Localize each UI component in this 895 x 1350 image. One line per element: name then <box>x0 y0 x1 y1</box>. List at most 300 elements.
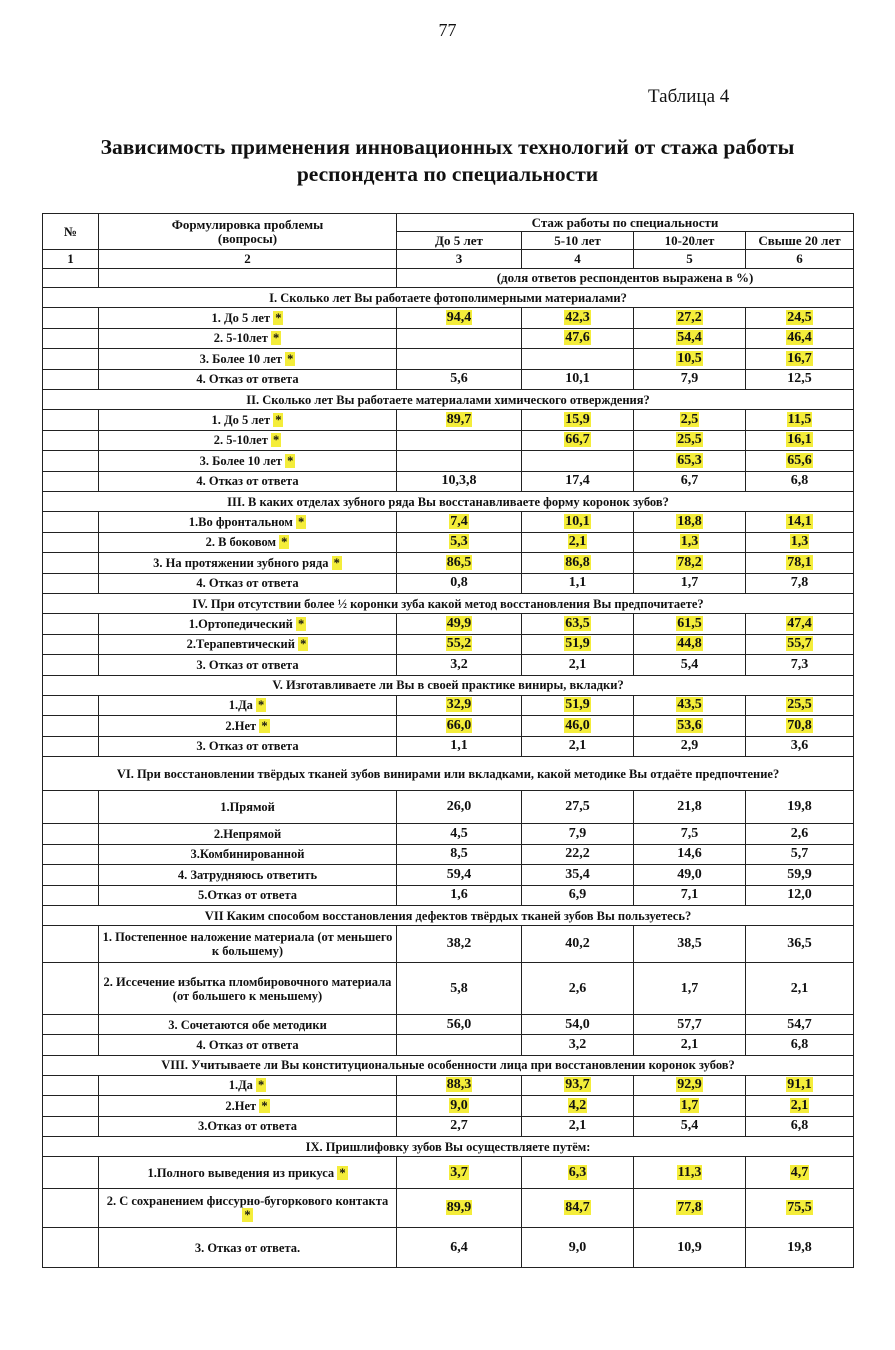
value-cell <box>522 695 634 716</box>
significance-star: * <box>298 514 305 529</box>
value-cell <box>634 1116 746 1137</box>
value-cell <box>746 736 854 757</box>
significance-star: * <box>339 1165 346 1180</box>
value: 35,4 <box>565 866 590 882</box>
value-cell <box>634 791 746 824</box>
value: 66,7 <box>565 432 590 448</box>
value: 92,9 <box>677 1077 702 1093</box>
question-option <box>99 844 397 865</box>
value: 6,4 <box>450 1239 468 1255</box>
value-cell <box>746 1015 854 1035</box>
row-num-cell <box>43 512 99 533</box>
value-cell <box>522 512 634 533</box>
value-cell <box>634 328 746 349</box>
table-row <box>43 410 854 431</box>
value: 5,3 <box>450 534 468 550</box>
value: 6,8 <box>790 473 809 489</box>
value: 6,8 <box>790 1036 809 1052</box>
value: 42,3 <box>565 309 590 325</box>
header-col-4: Свыше 20 лет <box>746 232 854 250</box>
value: 1,1 <box>450 738 468 754</box>
value-cell <box>522 369 634 390</box>
value: 24,5 <box>787 309 812 325</box>
value: 6,3 <box>568 1164 587 1180</box>
row-num-cell <box>43 1075 99 1096</box>
colnum-4: 4 <box>522 250 634 269</box>
value: 47,4 <box>787 615 812 631</box>
value: 2,5 <box>680 411 699 427</box>
value: 0,8 <box>450 575 468 591</box>
value: 27,2 <box>677 309 702 325</box>
value: 5,6 <box>450 371 468 387</box>
value: 94,4 <box>446 309 472 325</box>
value: 49,9 <box>446 615 472 631</box>
table-row <box>43 369 854 390</box>
section-title: III. В каких отделах зубного ряда Вы восстанавливаете форму коронок зубов? <box>43 492 854 512</box>
value-cell <box>522 573 634 594</box>
value: 38,2 <box>446 936 472 951</box>
significance-star: * <box>261 1098 268 1113</box>
colnum-2: 2 <box>99 250 397 269</box>
row-num-cell <box>43 1035 99 1056</box>
value-cell <box>746 349 854 370</box>
option-label: 2. Иссечение избытка пломбировочного материала (от большего к меньшему) <box>103 974 392 1003</box>
value-cell <box>746 695 854 716</box>
significance-star: * <box>258 698 265 713</box>
value-cell <box>522 655 634 676</box>
value: 7,4 <box>450 513 468 529</box>
title-line-2: респондента по специальности <box>296 162 599 186</box>
row-num-cell <box>43 963 99 1015</box>
value-cell <box>746 865 854 886</box>
value: 7,9 <box>568 825 587 841</box>
value-cell <box>634 349 746 370</box>
value: 40,2 <box>565 936 590 951</box>
value-cell <box>634 573 746 594</box>
row-num-cell <box>43 736 99 757</box>
value-cell <box>634 1157 746 1189</box>
option-label: 3. Сочетаются обе методики <box>168 1017 327 1032</box>
value-cell <box>634 736 746 757</box>
value-cell <box>634 1075 746 1096</box>
value: 10,1 <box>565 371 590 387</box>
value: 1,3 <box>790 534 809 550</box>
value: 12,0 <box>787 887 812 903</box>
value-cell <box>746 328 854 349</box>
value: 86,8 <box>565 554 590 570</box>
value: 12,5 <box>787 371 812 387</box>
value-cell <box>746 308 854 329</box>
value: 25,5 <box>787 697 812 713</box>
value: 5,4 <box>680 1118 699 1134</box>
value: 54,7 <box>787 1016 812 1032</box>
table-row <box>43 573 854 594</box>
question-option <box>99 369 397 390</box>
question-option <box>99 532 397 553</box>
table-row <box>43 532 854 553</box>
value: 89,9 <box>446 1200 472 1215</box>
value: 27,5 <box>565 799 590 814</box>
value-cell <box>634 512 746 533</box>
value: 26,0 <box>446 799 472 814</box>
value-cell <box>634 1035 746 1056</box>
value-cell <box>397 1157 522 1189</box>
value-cell <box>397 614 522 635</box>
value-cell <box>397 410 522 431</box>
option-label: 1.Прямой <box>220 800 275 814</box>
row-num-cell <box>43 1015 99 1035</box>
value: 2,1 <box>680 1036 699 1052</box>
value: 38,5 <box>677 936 702 951</box>
title-line-1: Зависимость применения инновационных технологий от стажа работы <box>100 135 795 159</box>
value-cell <box>397 328 522 349</box>
question-option <box>99 1075 397 1096</box>
header-experience: Стаж работы по специальности <box>397 214 854 232</box>
question-option <box>99 1116 397 1137</box>
value: 59,9 <box>787 866 812 882</box>
option-label: 3. Отказ от ответа <box>196 657 299 672</box>
value: 17,4 <box>565 473 590 489</box>
question-option <box>99 410 397 431</box>
question-option <box>99 553 397 574</box>
table-row <box>43 553 854 574</box>
value: 2,1 <box>568 534 587 550</box>
value-cell <box>746 885 854 906</box>
value-cell <box>397 695 522 716</box>
value-cell <box>746 844 854 865</box>
value-cell <box>746 614 854 635</box>
table-row <box>43 471 854 492</box>
value-cell <box>397 1189 522 1228</box>
value: 59,4 <box>446 866 472 882</box>
section-row <box>43 492 854 512</box>
value-cell <box>522 349 634 370</box>
significance-star: * <box>333 555 340 570</box>
row-num-cell <box>43 634 99 655</box>
option-label: 3.Отказ от ответа <box>197 1119 298 1134</box>
question-option <box>99 328 397 349</box>
value-cell <box>397 736 522 757</box>
question-option <box>99 471 397 492</box>
value-cell <box>522 532 634 553</box>
question-option <box>99 1157 397 1189</box>
row-num-cell <box>43 573 99 594</box>
value: 18,8 <box>677 513 702 529</box>
value: 54,0 <box>565 1016 590 1032</box>
row-num-cell <box>43 553 99 574</box>
value: 61,5 <box>677 615 702 631</box>
value-cell <box>522 1189 634 1228</box>
value-cell <box>634 369 746 390</box>
header-col-2: 5-10 лет <box>522 232 634 250</box>
value: 54,4 <box>677 330 702 346</box>
question-option <box>99 1096 397 1117</box>
value-cell <box>634 926 746 963</box>
value-cell <box>397 791 522 824</box>
value: 6,8 <box>790 1118 809 1134</box>
value-cell <box>522 308 634 329</box>
value: 4,5 <box>450 825 468 841</box>
value: 2,1 <box>790 1097 809 1113</box>
value-cell <box>397 963 522 1015</box>
value: 7,8 <box>790 575 809 591</box>
section-row <box>43 1137 854 1157</box>
question-option <box>99 736 397 757</box>
table-row <box>43 451 854 472</box>
row-num-cell <box>43 369 99 390</box>
value-cell <box>397 308 522 329</box>
row-num-cell <box>43 532 99 553</box>
value-cell <box>634 532 746 553</box>
value: 7,5 <box>680 825 699 841</box>
value-cell <box>634 614 746 635</box>
question-option <box>99 655 397 676</box>
value: 19,8 <box>787 799 812 814</box>
colnum-5: 5 <box>634 250 746 269</box>
value-cell <box>522 634 634 655</box>
value: 10,5 <box>677 350 702 366</box>
value: 7,9 <box>680 371 699 387</box>
value: 70,8 <box>787 717 812 733</box>
value: 9,0 <box>568 1239 587 1255</box>
value-cell <box>397 716 522 737</box>
table-row <box>43 430 854 451</box>
value: 36,5 <box>787 936 812 951</box>
value: 91,1 <box>787 1077 812 1093</box>
value-cell <box>746 553 854 574</box>
table-row <box>43 885 854 906</box>
value: 46,0 <box>565 717 590 733</box>
value-cell <box>397 553 522 574</box>
percent-note: (доля ответов респондентов выражена в %) <box>397 269 854 288</box>
value-cell <box>634 844 746 865</box>
value-cell <box>397 885 522 906</box>
table-row <box>43 328 854 349</box>
option-label: 4. Затрудняюсь ответить <box>177 867 318 882</box>
option-label: 2.Терапевтический <box>186 637 295 652</box>
row-num-cell <box>43 716 99 737</box>
value-cell <box>397 655 522 676</box>
row-num-cell <box>43 1096 99 1117</box>
significance-star: * <box>273 331 280 346</box>
option-label: 1.Ортопедический <box>188 616 293 631</box>
value-cell <box>397 512 522 533</box>
value: 53,6 <box>677 717 702 733</box>
option-label: 4. Отказ от ответа <box>196 372 299 387</box>
value-cell <box>746 791 854 824</box>
value-cell <box>634 1189 746 1228</box>
option-label: 2.Непрямой <box>213 826 282 841</box>
section-title: VIII. Учитываете ли Вы конституциональные особенности лица при восстановлении коронок зубов? <box>43 1055 854 1075</box>
value: 1,7 <box>680 1097 699 1113</box>
value-cell <box>522 885 634 906</box>
value: 7,3 <box>790 656 809 672</box>
value-cell <box>522 1015 634 1035</box>
option-label: 2. 5-10лет <box>213 331 268 346</box>
section-row <box>43 288 854 308</box>
table-label: Таблица 4 <box>648 86 730 107</box>
option-label: 1.Полного выведения из прикуса <box>147 1165 335 1180</box>
value: 77,8 <box>677 1200 702 1215</box>
table-row <box>43 1189 854 1228</box>
table-row <box>43 736 854 757</box>
value: 5,8 <box>450 980 468 996</box>
value: 1,7 <box>680 575 699 591</box>
value-cell <box>634 451 746 472</box>
value-cell <box>397 471 522 492</box>
row-num-cell <box>43 1228 99 1268</box>
value-cell <box>746 655 854 676</box>
value-cell <box>634 634 746 655</box>
value-cell <box>522 844 634 865</box>
value: 43,5 <box>677 697 702 713</box>
value-cell <box>522 1096 634 1117</box>
row-num-cell <box>43 451 99 472</box>
value-cell <box>522 1116 634 1137</box>
value: 3,6 <box>790 738 809 754</box>
value-cell <box>634 553 746 574</box>
value-cell <box>634 1228 746 1268</box>
value-cell <box>522 963 634 1015</box>
value: 1,3 <box>680 534 699 550</box>
question-option <box>99 1035 397 1056</box>
value: 21,8 <box>677 799 702 814</box>
section-title: IX. Пришлифовку зубов Вы осуществляете путём: <box>43 1137 854 1157</box>
significance-star: * <box>244 1208 251 1222</box>
value-cell <box>634 655 746 676</box>
value: 16,7 <box>787 350 812 366</box>
value: 46,4 <box>787 330 812 346</box>
row-num-cell <box>43 824 99 845</box>
value-cell <box>397 349 522 370</box>
value: 10,1 <box>565 513 590 529</box>
value: 63,5 <box>565 615 590 631</box>
value-cell <box>397 634 522 655</box>
value: 55,2 <box>446 636 472 652</box>
value-cell <box>522 614 634 635</box>
row-num-cell <box>43 1116 99 1137</box>
value-cell <box>746 716 854 737</box>
note-empty-1 <box>43 269 99 288</box>
option-label: 2. С сохранением фиссурно-бугоркового контакта <box>106 1194 389 1208</box>
question-option <box>99 865 397 886</box>
option-label: 1. До 5 лет <box>211 310 271 325</box>
value-cell <box>746 824 854 845</box>
question-option <box>99 1015 397 1035</box>
row-num-cell <box>43 410 99 431</box>
value: 14,6 <box>677 846 702 862</box>
value: 6,9 <box>568 887 587 903</box>
header-num: № <box>43 214 99 250</box>
option-label: 2. 5-10лет <box>213 433 268 448</box>
value-cell <box>746 1116 854 1137</box>
question-option <box>99 634 397 655</box>
value: 57,7 <box>677 1016 702 1032</box>
value: 9,0 <box>450 1097 468 1113</box>
significance-star: * <box>281 535 288 550</box>
question-option <box>99 451 397 472</box>
option-label: 3. Отказ от ответа. <box>194 1240 301 1255</box>
value: 2,6 <box>790 825 809 841</box>
header-row-1 <box>43 214 854 232</box>
value: 86,5 <box>446 554 472 570</box>
value-cell <box>746 512 854 533</box>
value-cell <box>746 926 854 963</box>
value-cell <box>634 410 746 431</box>
value-cell <box>397 1075 522 1096</box>
section-title: I. Сколько лет Вы работаете фотополимерными материалами? <box>43 288 854 308</box>
value-cell <box>522 328 634 349</box>
option-label: 3. Отказ от ответа <box>196 739 299 754</box>
colnum-6: 6 <box>746 250 854 269</box>
value: 3,7 <box>450 1164 468 1180</box>
section-row <box>43 390 854 410</box>
value-cell <box>522 410 634 431</box>
table-row <box>43 963 854 1015</box>
value-cell <box>746 430 854 451</box>
value-cell <box>397 844 522 865</box>
page-title <box>40 134 855 188</box>
row-num-cell <box>43 328 99 349</box>
header-problem-line-2: (вопросы) <box>217 230 278 246</box>
value-cell <box>397 1116 522 1137</box>
value-cell <box>634 695 746 716</box>
row-num-cell <box>43 844 99 865</box>
option-label: 2.Нет <box>225 718 257 733</box>
value-cell <box>522 471 634 492</box>
value-cell <box>397 1015 522 1035</box>
value-cell <box>746 1096 854 1117</box>
value-cell <box>397 573 522 594</box>
value: 47,6 <box>565 330 590 346</box>
value: 93,7 <box>565 1077 590 1093</box>
row-num-cell <box>43 430 99 451</box>
table-row <box>43 1228 854 1268</box>
value: 56,0 <box>446 1016 472 1032</box>
table-row <box>43 1015 854 1035</box>
value-cell <box>634 1015 746 1035</box>
table-row <box>43 308 854 329</box>
value-cell <box>522 716 634 737</box>
value-cell <box>746 963 854 1015</box>
table-row <box>43 844 854 865</box>
row-num-cell <box>43 471 99 492</box>
table-row <box>43 512 854 533</box>
value: 10,9 <box>677 1239 702 1255</box>
value: 7,1 <box>680 887 699 903</box>
table-row <box>43 1075 854 1096</box>
value-cell <box>522 926 634 963</box>
value-cell <box>397 824 522 845</box>
value: 14,1 <box>787 513 812 529</box>
section-row <box>43 1055 854 1075</box>
option-label: 2. В боковом <box>205 535 277 550</box>
value: 88,3 <box>446 1077 472 1093</box>
section-row <box>43 757 854 791</box>
value-cell <box>746 532 854 553</box>
value: 3,2 <box>568 1036 587 1052</box>
value: 49,0 <box>677 866 702 882</box>
value: 3,2 <box>450 656 468 672</box>
option-label: 4. Отказ от ответа <box>196 576 299 591</box>
value-cell <box>634 716 746 737</box>
row-num-cell <box>43 926 99 963</box>
value-cell <box>397 430 522 451</box>
value-cell <box>746 634 854 655</box>
option-label: 3.Комбинированной <box>190 847 305 862</box>
question-option <box>99 963 397 1015</box>
question-option <box>99 791 397 824</box>
